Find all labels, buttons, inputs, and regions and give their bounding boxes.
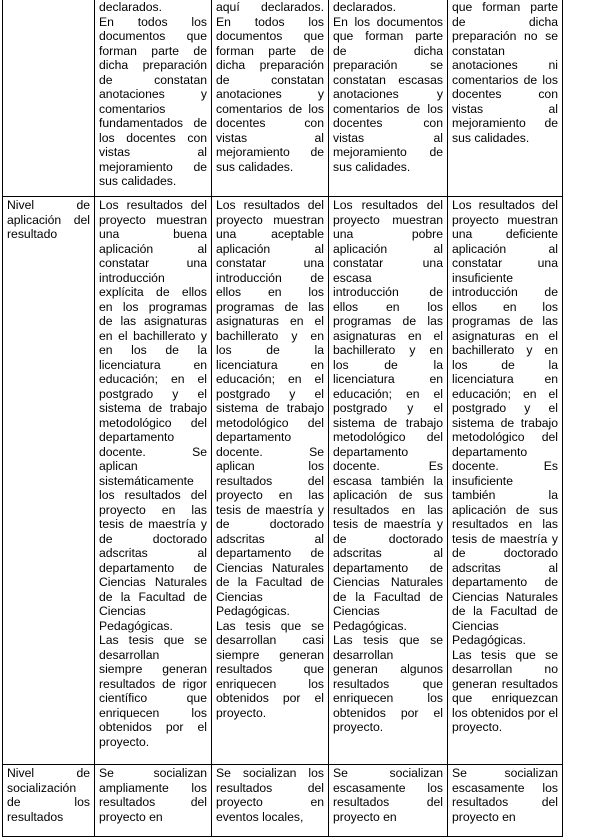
cell-text-line: de los xyxy=(7,795,90,809)
level-poor-cell xyxy=(329,0,448,197)
cell-text-line: Los resultados del xyxy=(333,198,443,212)
cell-text-line: proyecto en las xyxy=(99,502,207,517)
cell-text-line: asignaturas en el xyxy=(216,314,324,328)
cell-text-line: adscritas al xyxy=(452,560,558,575)
cell-text-line: sistema de trabajo xyxy=(216,401,324,415)
cell-text-line: Ciencias Naturales xyxy=(99,575,207,589)
cell-text-line: preparación no se xyxy=(452,29,558,43)
cell-text-line: educación; en el xyxy=(333,386,443,401)
cell-text-line: comentarios de los xyxy=(333,101,443,116)
cell-text-line: mejoramiento de xyxy=(333,145,443,159)
cell-text-line: aplicación al xyxy=(333,241,443,256)
cell-text-line: sus calidades. xyxy=(452,130,530,145)
cell-text-line: vistas al xyxy=(333,130,443,145)
cell-text-line: Los resultados del xyxy=(452,198,558,212)
cell-text-line: constatar una xyxy=(452,256,558,270)
cell-text-line: proyecto. xyxy=(216,705,267,720)
cell-text-line: fundamentados de xyxy=(99,116,207,130)
level-excellent-cell xyxy=(95,0,212,197)
cell-text-line: departamento de xyxy=(99,560,207,575)
cell-text-line: de las asignaturas xyxy=(99,314,207,328)
cell-text-line: científico que xyxy=(99,691,207,705)
cell-text-line: resultados en las xyxy=(333,502,443,517)
level-poor-cell xyxy=(329,197,448,765)
cell-text-line: sus calidades. xyxy=(216,159,294,174)
cell-text-line: proyecto. xyxy=(99,734,150,749)
cell-text-line: proyecto. xyxy=(452,720,503,734)
cell-text-line: resultados del xyxy=(333,795,443,809)
cell-text-line: adscritas al xyxy=(99,546,207,560)
level-acceptable-cell xyxy=(212,197,329,765)
cell-text-line: desarrollan casi xyxy=(216,633,324,647)
cell-text-line: aplican los xyxy=(216,459,324,473)
cell-text-line: educación; en el xyxy=(452,386,558,401)
cell-text-line: postgrado y el xyxy=(99,386,207,401)
cell-text-line: de constatan xyxy=(216,72,324,87)
cell-text-line: proyecto en xyxy=(99,809,163,824)
cell-text-line: docente. Es xyxy=(452,459,558,473)
cell-text-line: vistas al xyxy=(452,101,558,116)
cell-text-line: escasa xyxy=(333,270,372,285)
cell-text-line: aplicación del xyxy=(7,212,90,227)
cell-text-line: anotaciones y xyxy=(216,87,324,101)
cell-text-line: departamento de xyxy=(333,560,443,575)
cell-text-line: constatar una xyxy=(99,256,207,270)
cell-text-line: los de la xyxy=(216,343,324,357)
cell-text-line: metodológico del xyxy=(333,430,443,444)
cell-text-line: Se socializan los xyxy=(216,766,324,780)
cell-text-line: una pobre xyxy=(333,227,443,241)
level-acceptable-cell xyxy=(212,0,329,197)
cell-text-line: anotaciones y xyxy=(333,87,443,101)
cell-text-line: resultados del xyxy=(216,780,324,795)
cell-text-line: de doctorado xyxy=(452,546,558,560)
cell-text-line: obtenidos por el xyxy=(333,705,443,720)
cell-text-line: metodológico del xyxy=(99,415,207,430)
cell-text-line: bachillerato y en xyxy=(333,343,443,357)
cell-text-line: vistas al xyxy=(216,130,324,145)
cell-text-line: dicha preparación xyxy=(216,58,324,72)
cell-text-line: Pedagógicas. xyxy=(216,604,290,618)
cell-text-line: los resultados del xyxy=(99,488,207,502)
cell-text-line: escasamente los xyxy=(452,780,558,795)
cell-text-line: resultados del xyxy=(216,473,324,488)
cell-text-line: postgrado y el xyxy=(452,401,558,415)
cell-text-line: de constatan xyxy=(99,72,207,87)
cell-text-line: de la Facultad de xyxy=(333,589,443,604)
cell-text-line: En todos los xyxy=(99,14,207,29)
cell-text-line: una buena xyxy=(99,227,207,241)
cell-text-line: vistas al xyxy=(99,145,207,159)
cell-text-line: socialización xyxy=(7,780,77,795)
cell-text-line: Nivel de xyxy=(7,198,90,212)
cell-text-line: tesis de maestría y xyxy=(99,517,207,531)
cell-text-line: docente. Se xyxy=(99,444,207,459)
cell-text-line: licenciatura en xyxy=(216,357,324,372)
cell-text-line: de doctorado xyxy=(216,517,324,531)
cell-text-line: aplicación de sus xyxy=(333,488,443,502)
cell-text-line: constatar una xyxy=(333,256,443,270)
cell-text-line: programas de las xyxy=(452,314,558,328)
cell-text-line: Ciencias xyxy=(216,589,263,604)
cell-text-line: también la xyxy=(452,488,558,502)
cell-text-line: declarados. xyxy=(333,0,397,14)
cell-text-line: Las tesis que se xyxy=(216,618,324,633)
cell-text-line: Ciencias xyxy=(99,604,146,618)
cell-text-line: Los resultados del xyxy=(216,198,324,212)
table-body xyxy=(3,0,563,837)
cell-text-line: proyecto muestran xyxy=(99,212,207,227)
cell-text-line: de la Facultad de xyxy=(99,589,207,604)
level-excellent-cell xyxy=(95,197,212,765)
cell-text-line: proyecto. xyxy=(333,720,384,734)
cell-text-line: introducción de xyxy=(452,285,558,299)
cell-text-line: Se socializan xyxy=(452,766,558,780)
cell-text-line: que forman parte xyxy=(333,29,443,43)
cell-text-line: en los de la xyxy=(99,343,207,357)
cell-text-line: que enriquezcan xyxy=(452,691,558,705)
cell-text-line: sistema de trabajo xyxy=(452,415,558,430)
cell-text-line: una deficiente xyxy=(452,227,558,241)
row-application-level xyxy=(3,197,563,765)
cell-text-line: departamento xyxy=(452,444,528,459)
cell-text-line: que forman parte xyxy=(452,0,558,14)
cell-text-line: generan resultados xyxy=(452,676,558,691)
cell-text-line: desarrollan no xyxy=(452,662,558,676)
cell-text-line: resultados del xyxy=(452,795,558,809)
cell-text-line: metodológico del xyxy=(216,415,324,430)
cell-text-line: los docentes con xyxy=(99,130,207,145)
cell-text-line: ellos en los xyxy=(216,285,324,299)
cell-text-line: tesis de maestría y xyxy=(216,502,324,517)
cell-text-line: aplicación al xyxy=(216,241,324,256)
cell-text-line: de dicha xyxy=(333,43,443,58)
cell-text-line: resultados xyxy=(7,809,64,824)
cell-text-line: los de la xyxy=(452,357,558,372)
cell-text-line: proyecto en xyxy=(333,809,397,824)
cell-text-line: Pedagógicas. xyxy=(99,618,173,633)
cell-text-line: desarrollan xyxy=(333,647,394,662)
cell-text-line: forman parte de xyxy=(216,43,324,58)
cell-text-line: anotaciones y xyxy=(99,87,207,101)
cell-text-line: licenciatura en xyxy=(333,372,443,386)
cell-text-line: proyecto en xyxy=(452,809,516,824)
cell-text-line: obtenidos por el xyxy=(216,691,324,705)
cell-text-line: aquí declarados. xyxy=(216,0,324,14)
cell-text-line: de doctorado xyxy=(333,531,443,546)
cell-text-line: comentarios de los xyxy=(452,72,558,87)
cell-text-line: Se socializan xyxy=(99,766,207,780)
cell-text-line: Ciencias Naturales xyxy=(452,589,558,604)
cell-text-line: ellos en los xyxy=(333,299,443,314)
cell-text-line: educación; en el xyxy=(216,372,324,386)
cell-text-line: Ciencias Naturales xyxy=(216,560,324,575)
cell-text-line: forman parte de xyxy=(99,43,207,58)
cell-text-line: documentos que xyxy=(216,29,324,43)
cell-text-line: Ciencias Naturales xyxy=(333,575,443,589)
cell-text-line: anotaciones ni xyxy=(452,58,558,72)
cell-text-line: Los resultados del xyxy=(99,198,207,212)
cell-text-line: departamento de xyxy=(216,546,324,560)
cell-text-line: enriquecen los xyxy=(99,705,207,720)
cell-text-line: mejoramiento de xyxy=(99,159,207,174)
cell-text-line: documentos que xyxy=(99,29,207,43)
cell-text-line: mejoramiento de xyxy=(216,145,324,159)
cell-text-line: departamento xyxy=(216,430,292,444)
cell-text-line: docentes con xyxy=(216,116,324,130)
cell-text-line: de la Facultad de xyxy=(452,604,558,618)
cell-text-line: sus calidades. xyxy=(99,174,177,188)
cell-text-line: ellos en los xyxy=(452,299,558,314)
cell-text-line: escasamente los xyxy=(333,780,443,795)
cell-text-line: escasa también la xyxy=(333,473,443,488)
cell-text-line: sus calidades. xyxy=(333,159,411,174)
cell-text-line: sistema de trabajo xyxy=(99,401,207,415)
cell-text-line: departamento de xyxy=(452,575,558,589)
cell-text-line: Se socializan xyxy=(333,766,443,780)
cell-text-line: bachillerato y en xyxy=(216,328,324,343)
cell-text-line: En todos los xyxy=(216,14,324,29)
cell-text-line: declarados. xyxy=(99,0,163,14)
cell-text-line: resultados del xyxy=(99,795,207,809)
cell-text-line: aplican xyxy=(99,459,138,473)
cell-text-line: licenciatura en xyxy=(452,372,558,386)
cell-text-line: proyecto en las xyxy=(216,488,324,502)
cell-text-line: sistemáticamente xyxy=(99,473,194,488)
cell-text-line: de la Facultad de xyxy=(216,575,324,589)
cell-text-line: docentes con xyxy=(452,87,558,101)
cell-text-line: resultado xyxy=(7,227,58,241)
cell-text-line: tesis de maestría y xyxy=(333,517,443,531)
cell-text-line: En los documentos xyxy=(333,14,443,29)
cell-text-line: Las tesis que se xyxy=(333,633,443,647)
cell-text-line: licenciatura en xyxy=(99,357,207,372)
cell-text-line: asignaturas en el xyxy=(452,328,558,343)
level-deficient-cell xyxy=(448,0,563,197)
cell-text-line: desarrollan xyxy=(99,647,160,662)
cell-text-line: en el bachillerato y xyxy=(99,328,207,343)
cell-text-line: obtenidos por el xyxy=(99,720,207,734)
cell-text-line: los obtenidos por el xyxy=(452,705,558,720)
cell-text-line: tesis de maestría y xyxy=(452,531,558,546)
cell-text-line: adscritas al xyxy=(333,546,443,560)
cell-text-line: constatar una xyxy=(216,256,324,270)
cell-text-line: Pedagógicas. xyxy=(452,633,526,647)
cell-text-line: constatan xyxy=(452,43,505,58)
cell-text-line: departamento xyxy=(99,430,175,444)
criterion-label-cell xyxy=(3,0,95,197)
level-deficient-cell xyxy=(448,197,563,765)
cell-text-line: asignaturas en el xyxy=(333,328,443,343)
cell-text-line: Nivel de xyxy=(7,766,90,780)
cell-text-line: sistema de trabajo xyxy=(333,415,443,430)
cell-text-line: insuficiente xyxy=(452,473,513,488)
cell-text-line: ampliamente los xyxy=(99,780,207,795)
cell-text-line: introducción xyxy=(99,270,165,285)
cell-text-line: aplicación al xyxy=(452,241,558,256)
cell-text-line: docentes con xyxy=(333,116,443,130)
cell-text-line: generan algunos xyxy=(333,662,443,676)
cell-text-line: siempre generan xyxy=(216,647,324,662)
cell-text-line: departamento xyxy=(333,444,409,459)
cell-text-line: preparación se xyxy=(333,58,443,72)
cell-text-line: docente. Es xyxy=(333,459,443,473)
cell-text-line: enriquecen los xyxy=(333,691,443,705)
cell-text-line: introducción de xyxy=(333,285,443,299)
evaluation-rubric-table xyxy=(2,0,563,837)
cell-text-line: resultados en las xyxy=(452,517,558,531)
cell-text-line: bachillerato y en xyxy=(452,343,558,357)
cell-text-line: eventos locales, xyxy=(216,809,304,824)
cell-text-line: resultados que xyxy=(333,676,443,691)
cell-text-line: comentarios xyxy=(99,101,166,116)
cell-text-line: explícita de ellos xyxy=(99,285,207,299)
cell-text-line: Las tesis que se xyxy=(452,647,558,662)
cell-text-line: educación; en el xyxy=(99,372,207,386)
cell-text-line: enriquecen los xyxy=(216,676,324,691)
cell-text-line: constatan escasas xyxy=(333,72,443,87)
cell-text-line: siempre generan xyxy=(99,662,207,676)
cell-text-line: metodológico del xyxy=(452,430,558,444)
cell-text-line: proyecto muestran xyxy=(452,212,558,227)
cell-text-line: postgrado y el xyxy=(216,386,324,401)
cell-text-line: adscritas al xyxy=(216,531,324,546)
cell-text-line: los de la xyxy=(333,357,443,372)
criterion-label-cell xyxy=(3,197,95,765)
row-documentation-continued xyxy=(3,0,563,197)
cell-text-line: de doctorado xyxy=(99,531,207,546)
cell-text-line: proyecto en xyxy=(216,795,324,809)
cell-text-line: Pedagógicas. xyxy=(333,618,407,633)
cell-text-line: Ciencias xyxy=(333,604,380,618)
cell-text-line: dicha preparación xyxy=(99,58,207,72)
cell-text-line: postgrado y el xyxy=(333,401,443,415)
cell-text-line: proyecto muestran xyxy=(216,212,324,227)
cell-text-line: aplicación al xyxy=(99,241,207,256)
cell-text-line: Las tesis que se xyxy=(99,633,207,647)
cell-text-line: proyecto muestran xyxy=(333,212,443,227)
cell-text-line: Ciencias xyxy=(452,618,499,633)
cell-text-line: de dicha xyxy=(452,14,558,29)
cell-text-line: comentarios de los xyxy=(216,101,324,116)
cell-text-line: insuficiente xyxy=(452,270,513,285)
cell-text-line: una aceptable xyxy=(216,227,324,241)
cell-text-line: en los programas xyxy=(99,299,207,314)
cell-text-line: introducción de xyxy=(216,270,324,285)
cell-text-line: programas de las xyxy=(216,299,324,314)
cell-text-line: docente. Se xyxy=(216,444,324,459)
cell-text-line: programas de las xyxy=(333,314,443,328)
cell-text-line: resultados que xyxy=(216,662,324,676)
cell-text-line: resultados de rigor xyxy=(99,676,207,691)
cell-text-line: aplicación de sus xyxy=(452,502,558,517)
cell-text-line: mejoramiento de xyxy=(452,116,558,130)
